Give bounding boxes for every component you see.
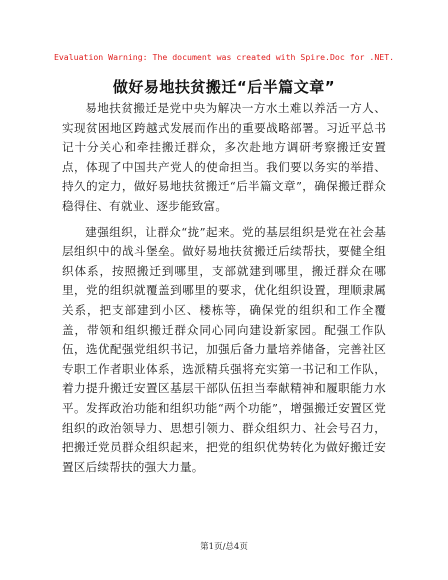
document-body [62, 99, 386, 477]
paragraph-intro: 易地扶贫搬迁是党中央为解决一方水土难以养活一方人、实现贫困地区跨越式发展而作出的重要战略部署。习近平总书记十分关心和牵挂搬迁群众，多次赴地方调研考察搬迁安置点，体现了中国共产党人的使命担当。我们要以务实的举措、持久的定力，做好易地扶贫搬迁“后半篇文章”，确保搬迁群众稳得住、有就业、逐步能致富。 [62, 101, 386, 213]
evaluation-warning: Evaluation Warning: The document was created with Spire.Doc for .NET. [53, 52, 395, 62]
page-number: 第1页/总4页 [200, 542, 248, 552]
paragraph-organization: 建强组织，让群众“拢”起来。党的基层组织是党在社会基层组织中的战斗堡垒。做好易地扶贫搬迁后续帮扶，要健全组织体系，按照搬迁到哪里，支部就建到哪里，搬迁群众在哪里，党的组织就覆盖到哪里的要求，优化组织设置，理顺隶属关系，把支部建到小区、楼栋等，确保党的组织和工作全覆盖，带领和组织搬迁群众同心同向建设新家园。配强工作队伍，选优配强党组织书记，加强后备力量培养储备，完善社区专职工作者职业体系，选派精兵强将充实第一书记和工作队，着力提升搬迁安置区基层干部队伍担当奉献精神和履职能力水平。发挥政治功能和组织功能“两个功能”，增强搬迁安置区党组织的政治领导力、思想引领力、群众组织力、社会号召力，把搬迁党员群众组织起来，把党的组织优势转化为做好搬迁安置区后续帮扶的强大力量。 [62, 224, 386, 474]
document-title: 做好易地扶贫搬迁“后半篇文章” [112, 78, 336, 96]
